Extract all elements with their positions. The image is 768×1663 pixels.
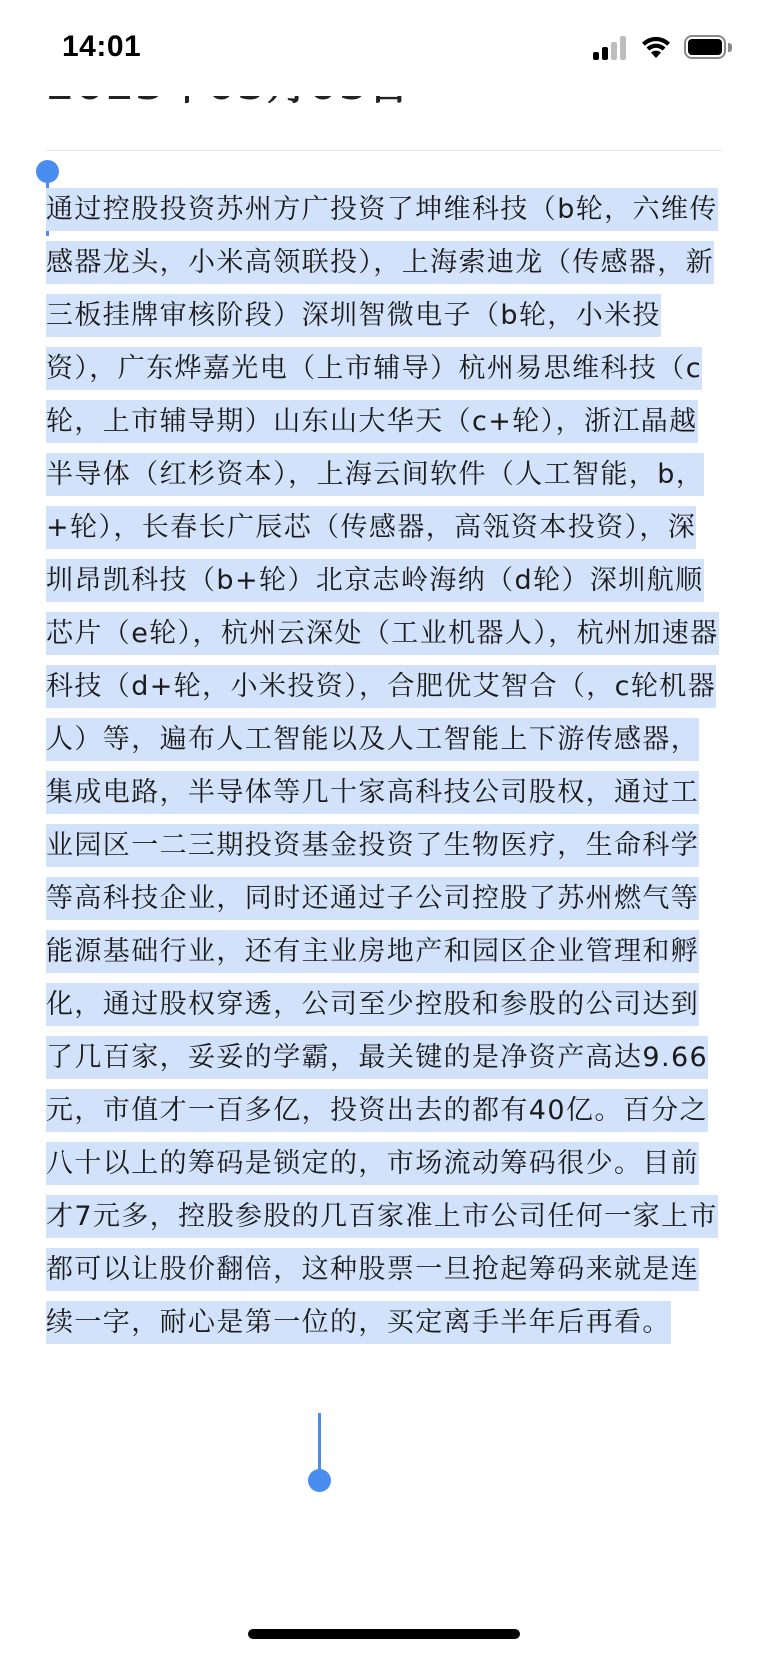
wifi-icon (640, 34, 672, 60)
article-body (46, 183, 722, 1349)
selection-end-handle[interactable] (318, 1413, 321, 1475)
header-divider (46, 150, 722, 151)
cellular-signal-icon (593, 36, 627, 60)
home-indicator[interactable] (248, 1629, 520, 1639)
selected-article-text[interactable]: 通过控股投资苏州方广投资了坤维科技（b轮，六维传感器龙头，小米高领联投），上海索迪龙（传感器，新三板挂牌审核阶段）深圳智微电子（b轮，小米投资），广东烨嘉光电（上市辅导）杭州易思维科技（c轮，上市辅导期）山东山大华天（c+轮），浙江晶越半导体（红杉资本），上海云间软件（人工智能，b，+轮），长春长广辰芯（传感器，高瓴资本投资），深圳昂凯科技（b+轮）北京志岭海纳（d轮）深圳航顺芯片（e轮），杭州云深处（工业机器人），杭州加速器科技（d+轮，小米投资），合肥优艾智合（，c轮机器人）等，遍布人工智能以及人工智能上下游传感器，集成电路，半导体等几十家高科技公司股权，通过工业园区一二三期投资基金投资了生物医疗，生命科学等高科技企业，同时还通过子公司控股了苏州燃气等能源基础行业，还有主业房地产和园区企业管理和孵化，通过股权穿透，公司至少控股和参股的公司达到了几百家，妥妥的学霸，最关键的是净资产高达9.66元，市值才一百多亿，投资出去的都有40亿。百分之八十以上的筹码是锁定的，市场流动筹码很少。目前才7元多，控股参股的几百家准上市公司任何一家上市都可以让股价翻倍，这种股票一旦抢起筹码来就是连续一字，耐心是第一位的，买定离手半年后再看。 (46, 188, 719, 1344)
battery-icon (684, 35, 734, 61)
status-time: 14:01 (62, 30, 142, 63)
status-bar (0, 0, 768, 96)
